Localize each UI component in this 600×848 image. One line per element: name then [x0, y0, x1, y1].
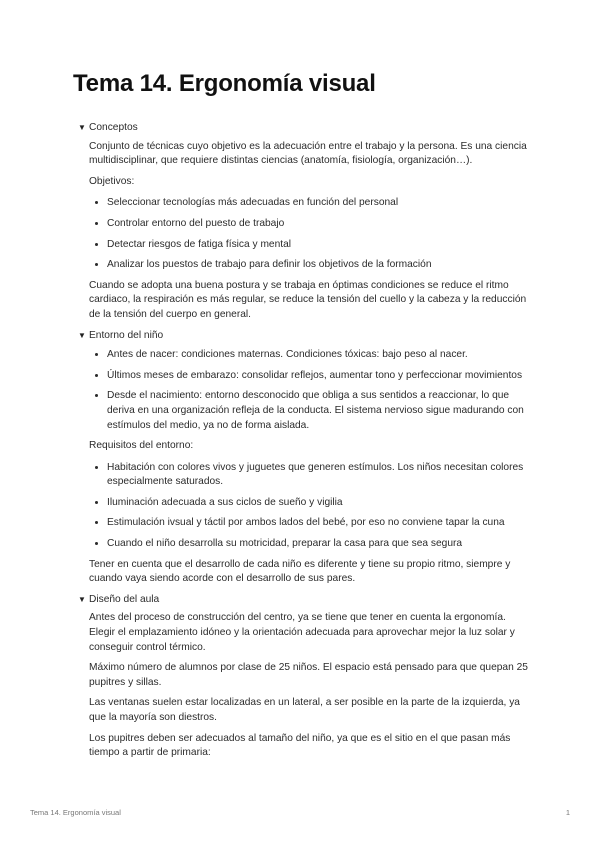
requisitos-label: Requisitos del entorno:	[89, 440, 194, 452]
list-item: • Controlar entorno del puesto de trabajo	[107, 216, 528, 232]
paragraph: Máximo número de alumnos por clase de 25 niños. El espacio está pensado para que quepan 25 pupitres y sillas.	[89, 662, 528, 688]
paragraph: Cuando se adopta una buena postura y se trabaja en óptimas condiciones se reduce el ritmo cardiaco, la respiración es más regular, se reduce la tensión del cuello y la cabeza y la reducción de la tensión del cuerpo en general.	[89, 279, 527, 320]
requisitos-list	[89, 460, 528, 552]
list-item: • Analizar los puestos de trabajo para definir los objetivos de la formación	[107, 257, 528, 273]
toggle-conceptos[interactable]	[78, 121, 528, 136]
list-item: • Desde el nacimiento: entorno desconocido que obliga a sus sentidos a reaccionar, lo que deriva en una organización refleja de la conducta. El sistema nervioso sigue madurando con estímulos del medio, ya no de forma aislada.	[107, 388, 528, 433]
footer-title: Tema 14. Ergonomía visual	[30, 808, 121, 817]
list-item: • Últimos meses de embarazo: consolidar reflejos, aumentar tono y perfeccionar movimientos	[107, 368, 528, 384]
list-item: • Antes de nacer: condiciones maternas. Condiciones tóxicas: bajo peso al nacer.	[107, 347, 528, 363]
section-body-conceptos	[89, 140, 528, 323]
page-number: 1	[565, 808, 570, 817]
page-title: Tema 14. Ergonomía visual	[73, 70, 376, 97]
page-content	[78, 121, 528, 767]
list-item: • Iluminación adecuada a sus ciclos de sueño y vigilia	[107, 495, 528, 511]
list-item: • Estimulación ivsual y táctil por ambos lados del bebé, por eso no conviene tapar la cuna	[107, 515, 528, 531]
section-heading-conceptos: Conceptos	[89, 122, 138, 133]
entorno-list	[89, 347, 528, 433]
section-heading-entorno: Entorno del niño	[89, 329, 164, 341]
page-footer	[30, 808, 570, 817]
objetivos-list	[89, 195, 528, 272]
toggle-aula[interactable]	[78, 593, 528, 608]
paragraph: Tener en cuenta que el desarrollo de cada niño es diferente y tiene su propio ritmo, siempre y cuando vaya siendo acorde con el desarrollo de sus pares.	[89, 558, 511, 585]
section-body-aula	[89, 611, 528, 760]
triangle-down-icon[interactable]: ▼	[78, 594, 86, 604]
paragraph: Antes del proceso de construcción del centro, ya se tiene que tener en cuenta la ergonomía. Elegir el emplazamiento idóneo y la orientación adecuada para aprovechar mejor la luz solar y conseguir control térmico.	[89, 612, 515, 653]
section-heading-aula: Diseño del aula	[89, 593, 160, 605]
triangle-down-icon[interactable]: ▼	[78, 123, 86, 132]
list-item: • Seleccionar tecnologías más adecuadas en función del personal	[107, 195, 528, 211]
paragraph: Conjunto de técnicas cuyo objetivo es la adecuación entre el trabajo y la persona. Es una ciencia multidisciplinar, que requiere distintas ciencias (anatomía, fisiología, organización…).	[89, 140, 527, 167]
toggle-entorno[interactable]	[78, 329, 528, 344]
section-body-entorno	[89, 347, 528, 587]
objetivos-label: Objetivos:	[89, 175, 135, 187]
list-item: • Detectar riesgos de fatiga física y mental	[107, 237, 528, 253]
list-item: • Habitación con colores vivos y juguetes que generen estímulos. Los niños necesitan colores especialmente saturados.	[107, 460, 528, 490]
list-item: • Cuando el niño desarrolla su motricidad, preparar la casa para que sea segura	[107, 536, 528, 552]
paragraph: Las ventanas suelen estar localizadas en un lateral, a ser posible en la parte de la izquierda, ya que la mayoría son diestros.	[89, 697, 520, 723]
paragraph: Los pupitres deben ser adecuados al tamaño del niño, ya que es el sitio en el que pasan más tiempo a partir de primaria:	[89, 732, 511, 759]
triangle-down-icon[interactable]: ▼	[78, 330, 86, 340]
